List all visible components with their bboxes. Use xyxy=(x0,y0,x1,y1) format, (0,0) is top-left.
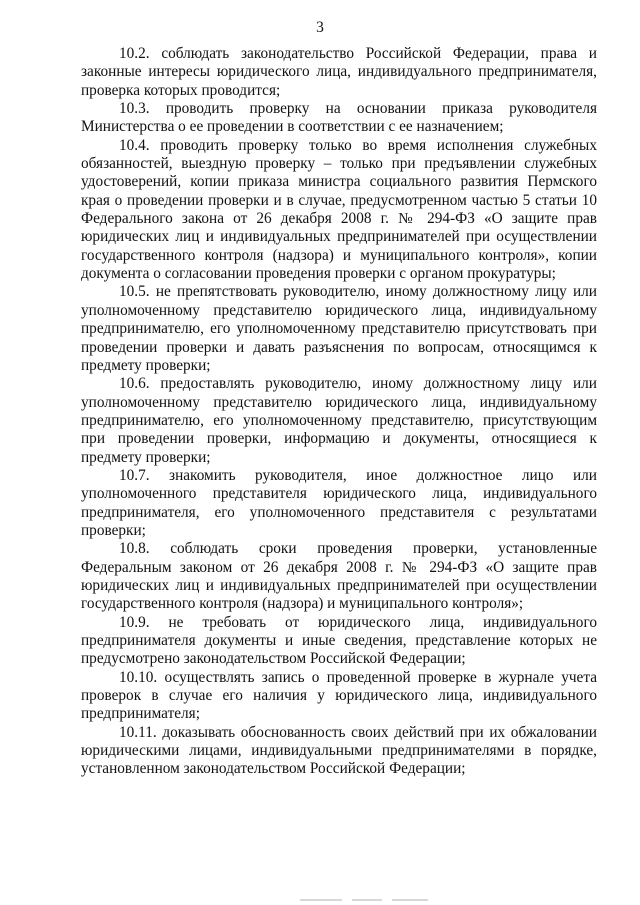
paragraph-10-3: 10.3. проводить проверку на основании приказа руководителя Министерства о ее проведении в соответствии с ее назначением; xyxy=(81,100,597,136)
paragraph-10-10: 10.10. осуществлять запись о проведенной проверке в журнале учета проверок в случае его наличия у юридического лица, индивидуального предпринимателя; xyxy=(81,668,597,723)
scan-artifact-mark xyxy=(392,899,428,901)
paragraph-10-4: 10.4. проводить проверку только во время исполнения служебных обязанностей, выездную проверку – только при предъявлении служебных удостоверений, копии приказа министра социального развития Пермского края о проведении проверки и в случае, предусмотренном частью 5 статьи 10 Федерального закона от 26 декабря 2008 г. № 294-ФЗ «О защите прав юридических лиц и индивидуальных предпринимателей при осуществлении государственного контроля (надзора) и муниципального контроля», копии документа о согласовании проведения проверки с органом прокуратуры; xyxy=(81,136,597,283)
paragraph-10-11: 10.11. доказывать обоснованность своих действий при их обжаловании юридическими лицами, индивидуальными предпринимателями в порядке, установленном законодательством Российской Федерации; xyxy=(81,723,597,778)
page-number: 3 xyxy=(316,19,324,36)
paragraph-10-6: 10.6. предоставлять руководителю, иному должностному лицу или уполномоченному представителю юридического лица, индивидуальному предпринимателю, его уполномоченному представителю, присутствующим при проведении проверки, информацию и документы, относящиеся к предмету проверки; xyxy=(81,375,597,466)
paragraph-10-2: 10.2. соблюдать законодательство Российской Федерации, права и законные интересы юридического лица, индивидуального предпринимателя, проверка которых проводится; xyxy=(81,45,597,99)
scan-artifact-mark xyxy=(300,899,342,901)
scan-artifact-mark xyxy=(352,899,382,901)
paragraph-10-5: 10.5. не препятствовать руководителю, иному должностному лицу или уполномоченному представителю юридического лица, индивидуальному предпринимателю, его уполномоченному представителю присутствовать при проведении проверки и давать разъяснения по вопросам, относящимся к предмету проверки; xyxy=(81,283,597,374)
paragraph-10-9: 10.9. не требовать от юридического лица, индивидуального предпринимателя документы и иные сведения, представление которых не предусмотрено законодательством Российской Федерации; xyxy=(81,613,597,668)
paragraph-10-8: 10.8. соблюдать сроки проведения проверки, установленные Федеральным законом от 26 декабря 2008 г. № 294-ФЗ «О защите прав юридических лиц и индивидуальных предпринимателей при осуществлении государственного контроля (надзора) и муниципального контроля»; xyxy=(81,540,597,613)
document-body xyxy=(81,45,597,779)
paragraph-10-7: 10.7. знакомить руководителя, иное должностное лицо или уполномоченного представителя юридического лица, индивидуального предпринимателя, его уполномоченного представителя с результатами проверки; xyxy=(81,466,597,539)
